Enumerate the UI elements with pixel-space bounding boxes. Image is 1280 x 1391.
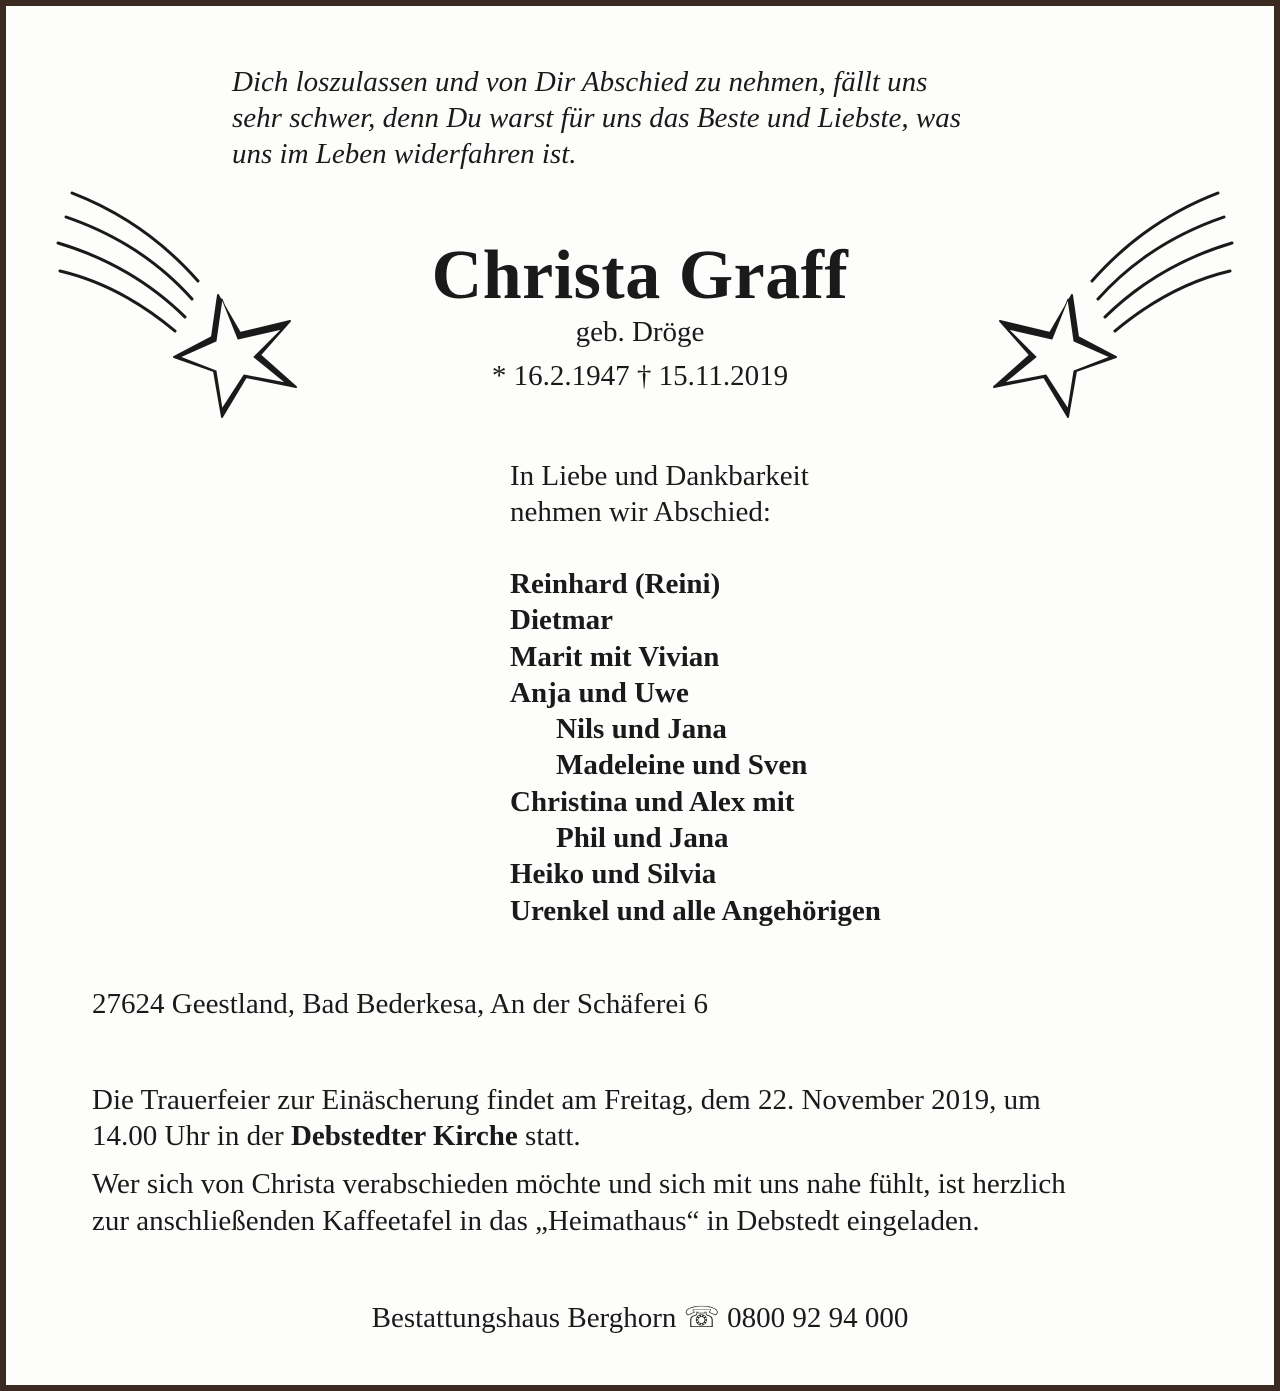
mourner: Phil und Jana <box>556 822 729 855</box>
reception-info <box>92 1166 1202 1240</box>
quote-line: sehr schwer, denn Du warst für uns das Beste und Liebste, was <box>232 102 962 134</box>
service-line <box>92 1118 1202 1154</box>
quote-line: Dich loszulassen und von Dir Abschied zu nehmen, fällt uns <box>232 66 928 98</box>
intro-line: nehmen wir Abschied: <box>510 496 771 528</box>
mourner: Marit mit Vivian <box>510 640 720 673</box>
reception-line: Wer sich von Christa verabschieden möchte und sich mit uns nahe fühlt, ist herzlich <box>92 1168 1066 1200</box>
service-location: Debstedter Kirche <box>290 1120 518 1152</box>
intro-line: In Liebe und Dankbarkeit <box>510 460 809 492</box>
service-time-text: 14.00 Uhr in der <box>92 1120 284 1152</box>
reception-line: zur anschließenden Kaffeetafel in das „Heimathaus“ in Debstedt eingeladen. <box>92 1205 980 1237</box>
mourners-list <box>510 566 881 929</box>
life-dates: * 16.2.1947 † 15.11.2019 <box>491 360 789 392</box>
farewell-intro <box>510 458 809 530</box>
mourner: Madeleine und Sven <box>556 749 808 782</box>
mourner: Reinhard (Reini) <box>510 568 721 600</box>
phone-icon: ☏ <box>683 1302 720 1334</box>
family-address: 27624 Geestland, Bad Bederkesa, An der Schäferei 6 <box>92 988 709 1020</box>
service-line: Die Trauerfeier zur Einäscherung findet am Freitag, dem 22. November 2019, um <box>92 1084 1041 1116</box>
funeral-service-info <box>92 1082 1202 1154</box>
mourner: Dietmar <box>510 604 614 637</box>
service-end-text: statt. <box>525 1120 581 1152</box>
funeral-home-name: Bestattungshaus Berghorn <box>371 1302 677 1334</box>
mourner: Nils und Jana <box>556 713 727 746</box>
mourner: Anja und Uwe <box>510 676 689 709</box>
mourner: Urenkel und alle Angehörigen <box>510 894 881 927</box>
obituary-notice <box>6 6 1274 1385</box>
quote-line: uns im Leben widerfahren ist. <box>232 138 577 170</box>
funeral-home <box>6 1300 1274 1336</box>
birth-name: geb. Dröge <box>575 316 705 348</box>
memorial-quote <box>232 64 1112 172</box>
mourner: Heiko und Silvia <box>510 858 717 891</box>
mourner: Christina und Alex mit <box>510 785 795 818</box>
deceased-name: Christa Graff <box>431 237 849 314</box>
funeral-home-phone: 0800 92 94 000 <box>727 1302 909 1334</box>
